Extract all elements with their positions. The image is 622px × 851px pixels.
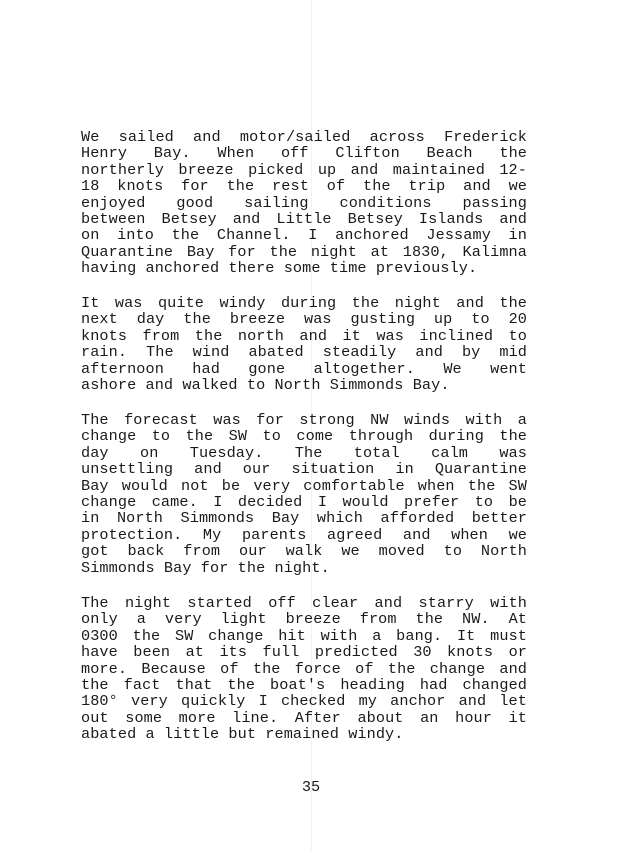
text-line: only a very light breeze from the NW. At: [81, 610, 527, 629]
text-line: change came. I decided I would prefer to be: [81, 492, 527, 511]
text-line: having anchored there some time previously.: [81, 259, 478, 278]
text-line: rain. The wind abated steadily and by mid: [81, 343, 527, 362]
text-line: northerly breeze picked up and maintained 12-: [81, 160, 527, 179]
text-line: change to the SW to come through during the: [81, 427, 527, 446]
text-line: 18 knots for the rest of the trip and we: [81, 177, 527, 196]
text-line: ashore and walked to North Simmonds Bay.: [81, 375, 450, 394]
text-line: The forecast was for strong NW winds with a: [81, 411, 527, 429]
text-line: Bay would not be very comfortable when the SW: [81, 476, 527, 495]
text-line: have been at its full predicted 30 knots or: [81, 643, 527, 662]
text-line: abated a little but remained windy.: [81, 725, 404, 744]
text-line: It was quite windy during the night and the: [81, 294, 527, 312]
paragraph-3: [81, 412, 527, 576]
text-line: 0300 the SW change hit with a bang. It must: [81, 626, 527, 645]
text-line: day on Tuesday. The total calm was: [81, 443, 527, 462]
text-line: got back from our walk we moved to North: [81, 542, 527, 561]
text-line: Henry Bay. When off Clifton Beach the: [81, 144, 527, 163]
text-line: protection. My parents agreed and when we: [81, 525, 527, 544]
text-line: knots from the north and it was inclined to: [81, 326, 527, 345]
text-line: on into the Channel. I anchored Jessamy in: [81, 226, 527, 245]
text-line: 180° very quickly I checked my anchor and let: [81, 692, 527, 711]
paragraph-2: [81, 295, 527, 393]
text-line: enjoyed good sailing conditions passing: [81, 193, 527, 212]
text-line: the fact that the boat's heading had changed: [81, 675, 527, 694]
text-line: out some more line. After about an hour it: [81, 708, 527, 727]
text-line: more. Because of the force of the change and: [81, 659, 527, 678]
text-line: in North Simmonds Bay which afforded better: [81, 509, 527, 528]
text-line: between Betsey and Little Betsey Islands and: [81, 209, 527, 228]
text-line: We sailed and motor/sailed across Frederick: [81, 128, 527, 146]
text-line: next day the breeze was gusting up to 20: [81, 310, 527, 329]
text-line: unsettling and our situation in Quarantine: [81, 460, 527, 479]
text-line: Quarantine Bay for the night at 1830, Kalimna: [81, 242, 527, 261]
paragraph-4: [81, 595, 527, 743]
paragraph-1: [81, 129, 527, 277]
page-number: 35: [301, 778, 321, 796]
text-line: The night started off clear and starry with: [81, 594, 527, 612]
text-line: Simmonds Bay for the night.: [81, 558, 330, 577]
text-line: afternoon had gone altogether. We went: [81, 359, 527, 378]
